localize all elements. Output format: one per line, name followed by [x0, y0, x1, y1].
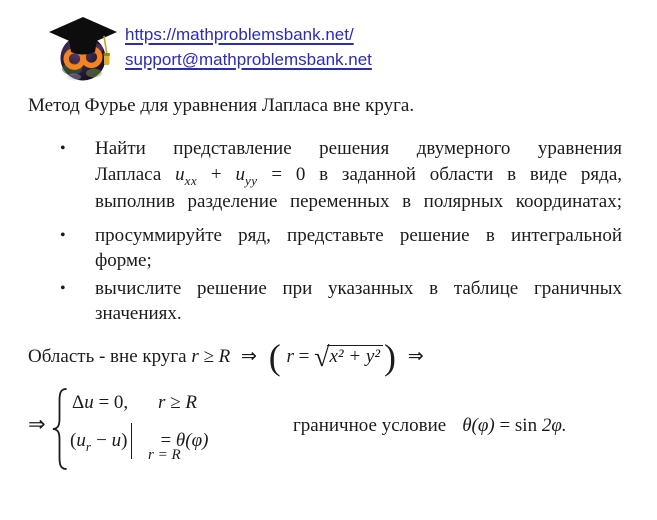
r-geq-R: r ≥ R [191, 346, 231, 367]
evaluated-at-r-equals-R: r = R [148, 447, 181, 463]
logo [44, 11, 122, 88]
system-row2: $(u_r - u) = \theta(\varphi)$ [70, 423, 208, 459]
implies-arrow: ⇒ [28, 412, 46, 436]
boundary-formula: θ(φ) = sin 2φ. [462, 415, 567, 436]
right-paren: ) [384, 337, 397, 377]
system-row1-condition: r ≥ R [158, 392, 197, 413]
bullet1-line1: Найти представление решения двумерного уравнения [95, 138, 622, 159]
bullet3-line1: вычислите решение при указанных в таблице граничных [95, 278, 622, 299]
site-url-link[interactable]: https://mathproblemsbank.net/ [125, 25, 354, 44]
evaluation-bar [131, 423, 132, 459]
equation-system [28, 386, 638, 481]
bullet-marker: • [60, 227, 66, 244]
curly-brace-icon [51, 387, 69, 471]
implies-arrow: ⇒ [241, 346, 257, 367]
graduation-cap-globe-infinity-icon [44, 11, 122, 83]
domain-formula-line [28, 336, 424, 378]
bullet1-line3: выполнив разделение переменных в полярных координатах; [95, 191, 622, 212]
bullet1-line2-suffix: в заданной области в виде ряда, [319, 164, 623, 185]
radicand: x² + y² [327, 345, 383, 367]
equals-sign: = [298, 346, 310, 367]
bullet1-line2-prefix: Лапласа [95, 164, 162, 185]
boundary-label: граничное условие [293, 415, 447, 436]
bullet-marker: • [60, 140, 66, 157]
support-email-link[interactable]: support@mathproblemsbank.net [125, 50, 372, 69]
bullet2-line1: просуммируйте ряд, представьте решение в интегральной [95, 225, 622, 246]
sqrt-icon: √ [314, 342, 330, 373]
header-links [125, 22, 372, 72]
left-paren: ( [268, 337, 281, 377]
bullet-marker: • [60, 280, 66, 297]
laplace-equation-formula: $u_{xx} + u_{yy} = 0$ [175, 164, 306, 188]
domain-text: Область - вне круга [28, 346, 187, 367]
r-var: r [286, 346, 294, 367]
system-row1: Δu = 0, [72, 392, 129, 413]
implies-arrow: ⇒ [407, 346, 424, 367]
bullet2-line2: форме; [95, 250, 152, 271]
page-title: Метод Фурье для уравнения Лапласа вне круга. [28, 95, 415, 116]
boundary-condition [293, 415, 567, 437]
bullet3-line2: значениях. [95, 303, 182, 324]
